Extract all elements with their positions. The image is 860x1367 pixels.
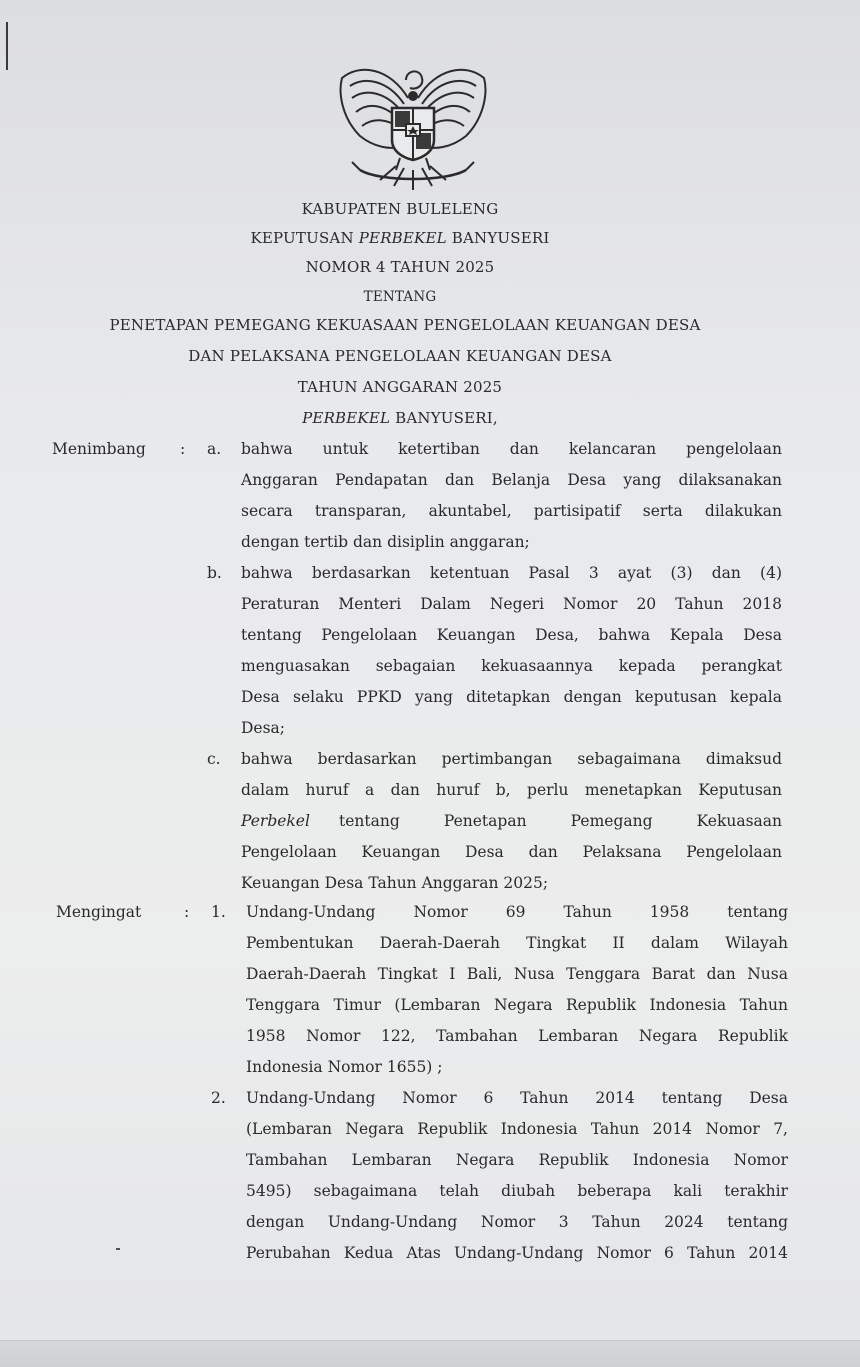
item-2-line-1: Undang-Undang Nomor 6 Tahun 2014 tentang Desa — [246, 1089, 788, 1107]
mengingat-label: Mengingat — [56, 903, 142, 921]
decree-number: NOMOR 4 TAHUN 2025 — [305, 258, 495, 276]
menimbang-colon: : — [180, 440, 186, 458]
decree-suffix: BANYUSERI — [446, 229, 550, 247]
item-b-line-6: Desa; — [241, 719, 286, 737]
item-marker-a: a. — [207, 440, 222, 458]
item-1-line-5: 1958 Nomor 122, Tambahan Lembaran Negara Republik — [246, 1027, 788, 1045]
mengingat-colon: : — [184, 903, 190, 921]
item-marker-1: 1. — [211, 903, 226, 921]
item-2-line-2: (Lembaran Negara Republik Indonesia Tahun 2014 Nomor 7, — [246, 1120, 788, 1138]
item-b-line-1: bahwa berdasarkan ketentuan Pasal 3 ayat (3) dan (4) — [241, 564, 782, 582]
decree-italic: PERBEKEL — [358, 229, 447, 247]
menimbang-label: Menimbang — [52, 440, 146, 458]
item-a-line-2: Anggaran Pendapatan dan Belanja Desa yang dilaksanakan — [241, 471, 782, 489]
signer-line — [0, 409, 800, 427]
item-a-line-3: secara transparan, akuntabel, partisipatif serta dilakukan — [241, 502, 782, 520]
item-2-line-5: dengan Undang-Undang Nomor 3 Tahun 2024 tentang — [246, 1213, 788, 1231]
item-b-line-3: tentang Pengelolaan Keuangan Desa, bahwa Kepala Desa — [241, 626, 782, 644]
about-label: TENTANG — [363, 289, 437, 305]
item-c-line-2: dalam huruf a dan huruf b, perlu menetapkan Keputusan — [241, 781, 782, 799]
title-line-1: PENETAPAN PEMEGANG KEKUASAAN PENGELOLAAN KEUANGAN DESA — [109, 316, 701, 334]
garuda-emblem-icon — [330, 58, 496, 198]
item-1-line-3: Daerah-Daerah Tingkat I Bali, Nusa Tenggara Barat dan Nusa — [246, 965, 788, 983]
page-edge-mark — [6, 22, 8, 70]
item-b-line-2: Peraturan Menteri Dalam Negeri Nomor 20 Tahun 2018 — [241, 595, 782, 613]
stray-mark — [116, 1248, 120, 1250]
item-b-line-4: menguasakan sebagaian kekuasaannya kepada perangkat — [241, 657, 782, 675]
signer-suffix: BANYUSERI, — [390, 409, 498, 427]
item-1-line-1: Undang-Undang Nomor 69 Tahun 1958 tentang — [246, 903, 788, 921]
item-1-line-2: Pembentukan Daerah-Daerah Tingkat II dalam Wilayah — [246, 934, 788, 952]
decree-title — [0, 229, 800, 247]
item-2-line-6: Perubahan Kedua Atas Undang-Undang Nomor 6 Tahun 2014 — [246, 1244, 788, 1262]
item-c-line-5: Keuangan Desa Tahun Anggaran 2025; — [241, 874, 549, 892]
item-2-line-3: Tambahan Lembaran Negara Republik Indonesia Nomor — [246, 1151, 788, 1169]
region-name: KABUPATEN BULELENG — [301, 200, 499, 218]
item-2-line-4: 5495) sebagaimana telah diubah beberapa kali terakhir — [246, 1182, 788, 1200]
item-c-italic-word — [241, 812, 310, 830]
item-marker-c: c. — [207, 750, 221, 768]
item-c-line-3: tentang Penetapan Pemegang Kekuasaan — [339, 812, 782, 830]
item-1-line-6: Indonesia Nomor 1655) ; — [246, 1058, 443, 1076]
item-c-line-1: bahwa berdasarkan pertimbangan sebagaimana dimaksud — [241, 750, 782, 768]
item-1-line-4: Tenggara Timur (Lembaran Negara Republik Indonesia Tahun — [246, 996, 788, 1014]
page-bottom-edge — [0, 1340, 860, 1367]
item-marker-b: b. — [207, 564, 222, 582]
item-c-line-4: Pengelolaan Keuangan Desa dan Pelaksana Pengelolaan — [241, 843, 782, 861]
perbekel-italic: Perbekel — [241, 812, 310, 830]
item-marker-2: 2. — [211, 1089, 226, 1107]
item-b-line-5: Desa selaku PPKD yang ditetapkan dengan keputusan kepala — [241, 688, 782, 706]
signer-italic: PERBEKEL — [302, 409, 391, 427]
title-line-2: DAN PELAKSANA PENGELOLAAN KEUANGAN DESA — [188, 347, 612, 365]
item-a-line-1: bahwa untuk ketertiban dan kelancaran pengelolaan — [241, 440, 782, 458]
decree-prefix: KEPUTUSAN — [250, 229, 359, 247]
title-line-3: TAHUN ANGGARAN 2025 — [297, 378, 503, 396]
item-a-line-4: dengan tertib dan disiplin anggaran; — [241, 533, 530, 551]
